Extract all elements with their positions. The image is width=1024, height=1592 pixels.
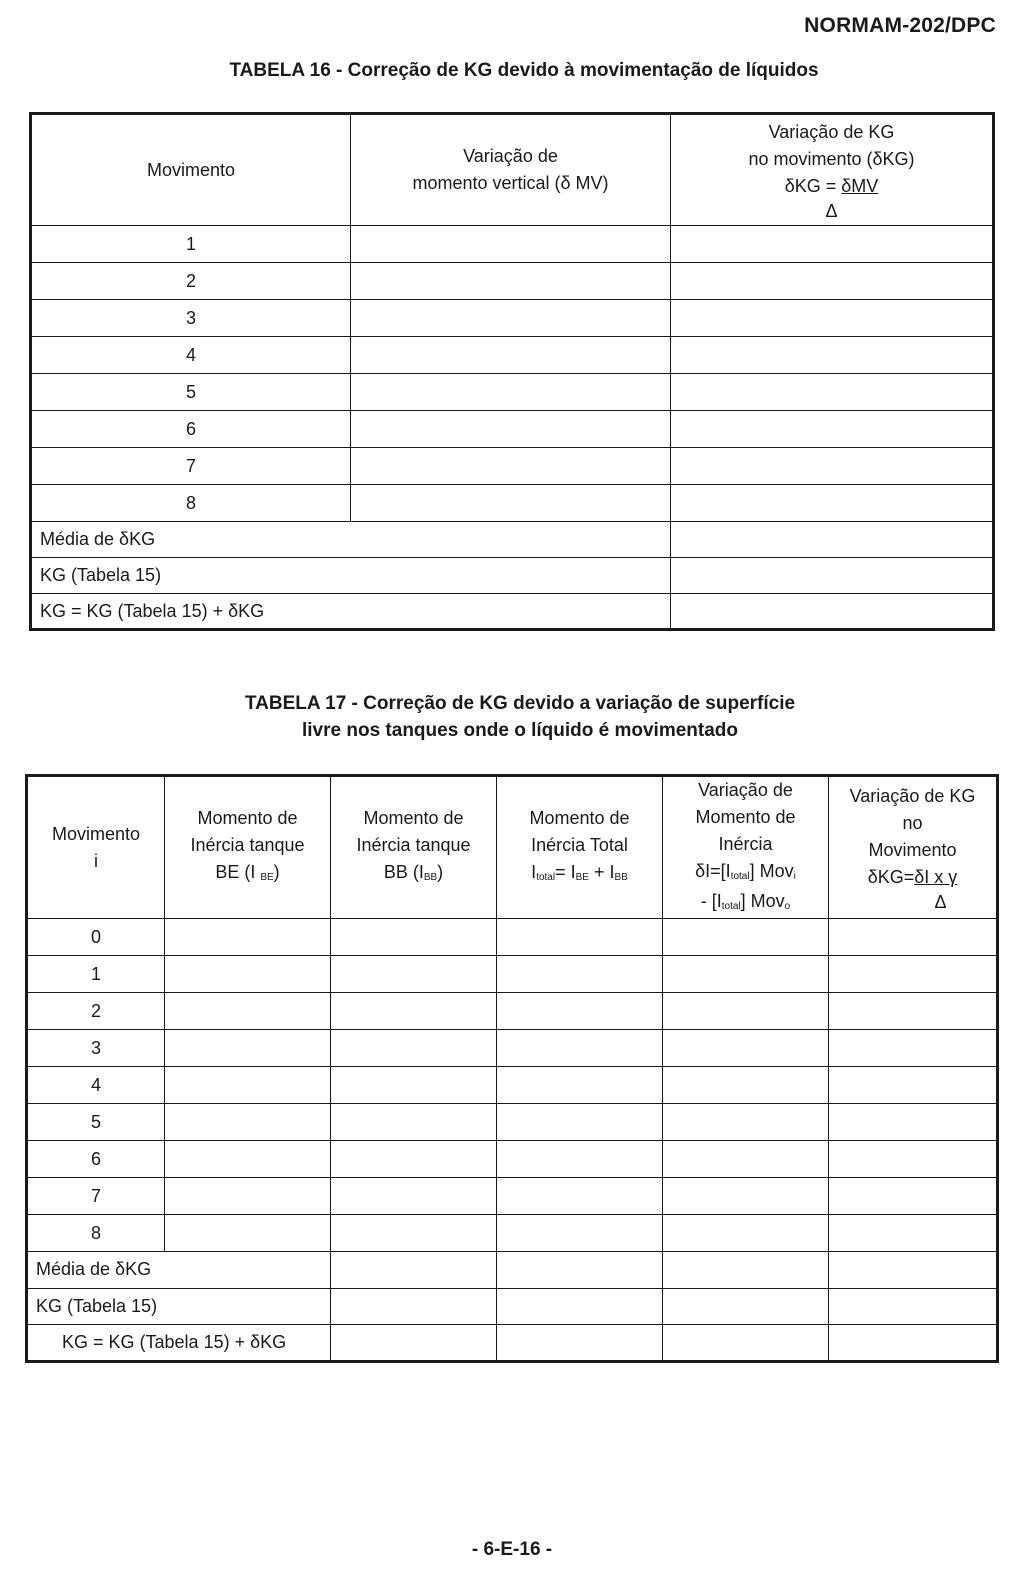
table-row: 6 bbox=[31, 411, 994, 448]
table-row: 5 bbox=[27, 1104, 998, 1141]
table-row: 3 bbox=[31, 300, 994, 337]
table-row: 3 bbox=[27, 1030, 998, 1067]
page-number: - 6-E-16 - bbox=[471, 1539, 553, 1560]
header-variacao-momento-vertical: Variação de momento vertical (δ MV) bbox=[351, 114, 671, 226]
table-row: 0 bbox=[27, 919, 998, 956]
table-16 bbox=[29, 112, 995, 631]
table-row: 8 bbox=[31, 485, 994, 522]
table-row: 4 bbox=[31, 337, 994, 374]
formula-dkg: δKG = δMV bbox=[784, 175, 879, 196]
table-row: 2 bbox=[27, 993, 998, 1030]
table-row: 8 bbox=[27, 1215, 998, 1252]
header-movimento: Movimento bbox=[31, 114, 351, 226]
table-row: 7 bbox=[27, 1178, 998, 1215]
header-variacao-inercia: Variação de Momento de Inércia $\delta I=[I_{total}]$ Mov$_i$ - $[I_{total}]$ Mov$_o$ bbox=[663, 776, 829, 919]
table-row: 1 bbox=[31, 226, 994, 263]
formula-denominator: Δ bbox=[825, 200, 838, 221]
table-16-caption: TABELA 16 - Correção de KG devido à movimentação de líquidos bbox=[229, 60, 819, 81]
table-16-footer-kg-tabela15: KG (Tabela 15) bbox=[31, 558, 994, 594]
table-17-caption: TABELA 17 - Correção de KG devido a variação de superfície livre nos tanques onde o líquido é movimentado bbox=[244, 693, 796, 741]
table-16-header-row bbox=[31, 114, 994, 226]
header-movimento-i: Movimento i bbox=[27, 776, 165, 919]
table-17-footer-media: Média de δKG bbox=[27, 1252, 998, 1289]
header-inercia-bb: Momento de Inércia tanque BB $(I_{BB})$ bbox=[331, 776, 497, 919]
table-row: 5 bbox=[31, 374, 994, 411]
document-code: NORMAM-202/DPC bbox=[804, 14, 996, 37]
header-inercia-total: Momento de Inércia Total $I_{total}= I_{BE} + I_{BB}$ bbox=[497, 776, 663, 919]
table-row: 1 bbox=[27, 956, 998, 993]
table-16-footer-media: Média de δKG bbox=[31, 522, 994, 558]
table-17-footer-kg-total: KG = KG (Tabela 15) + δKG bbox=[27, 1325, 998, 1362]
table-16-footer-kg-total: KG = KG (Tabela 15) + δKG bbox=[31, 594, 994, 630]
table-row: 2 bbox=[31, 263, 994, 300]
header-inercia-be: Momento de Inércia tanque BE (I $_{BE}$) bbox=[165, 776, 331, 919]
table-17-header-row bbox=[27, 776, 998, 919]
header-variacao-kg: Variação de KG no movimento (δKG) δKG = δMV Δ bbox=[671, 114, 994, 226]
table-row: 4 bbox=[27, 1067, 998, 1104]
header-variacao-kg-movimento: Variação de KG no Movimento δKG=δI x γ Δ bbox=[829, 776, 998, 919]
table-row: 6 bbox=[27, 1141, 998, 1178]
table-row: 7 bbox=[31, 448, 994, 485]
table-17-footer-kg-tabela15: KG (Tabela 15) bbox=[27, 1288, 998, 1325]
formula-dkg-gamma: δKG=δI x γ bbox=[867, 866, 958, 887]
table-17 bbox=[25, 774, 999, 1363]
